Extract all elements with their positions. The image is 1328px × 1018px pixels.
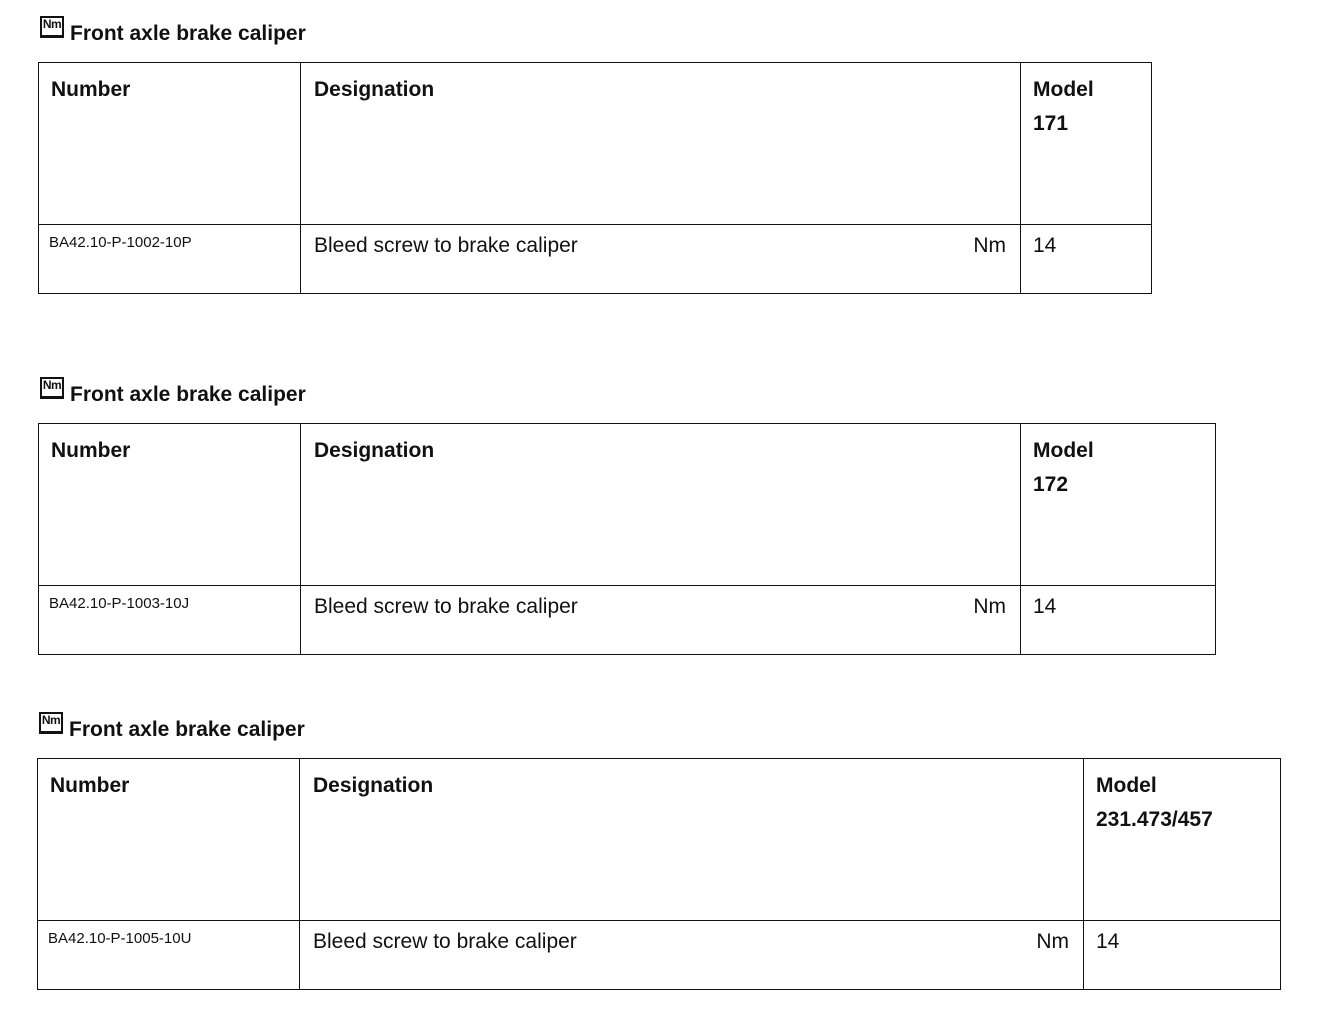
table-row (39, 586, 1216, 655)
section-title (40, 17, 306, 45)
spec-number-cell (39, 225, 301, 294)
torque-nm-icon: Nm (40, 16, 64, 38)
model-value: 171 (1033, 112, 1069, 135)
section-heading: Front axle brake caliper (70, 383, 306, 406)
value-cell (1021, 586, 1216, 655)
section-heading: Front axle brake caliper (69, 718, 305, 741)
table-header-row (38, 759, 1281, 921)
model-label: Model (1096, 774, 1157, 797)
model-label: Model (1033, 78, 1094, 101)
header-designation: Designation (301, 63, 1021, 225)
model-value: 172 (1033, 473, 1069, 496)
header-number: Number (38, 759, 300, 921)
designation-text: Bleed screw to brake caliper (313, 930, 577, 953)
section-heading: Front axle brake caliper (70, 22, 306, 45)
table-row (39, 225, 1152, 294)
header-model (1021, 63, 1152, 225)
value-cell (1084, 921, 1281, 990)
torque-value: 14 (1033, 234, 1057, 257)
designation-text: Bleed screw to brake caliper (314, 595, 578, 618)
spec-number-cell (39, 586, 301, 655)
unit-label: Nm (973, 234, 1006, 257)
designation-cell (301, 225, 1021, 294)
spec-number: BA42.10-P-1002-10P (49, 234, 192, 251)
torque-value: 14 (1096, 930, 1120, 953)
header-model (1021, 424, 1216, 586)
section-title (40, 378, 306, 406)
value-cell (1021, 225, 1152, 294)
table-header-row (39, 63, 1152, 225)
torque-nm-icon: Nm (40, 377, 64, 399)
designation-cell (300, 921, 1084, 990)
model-value: 231.473/457 (1096, 808, 1213, 831)
header-designation: Designation (300, 759, 1084, 921)
torque-spec-table (38, 62, 1152, 294)
header-model (1084, 759, 1281, 921)
torque-value: 14 (1033, 595, 1057, 618)
header-designation: Designation (301, 424, 1021, 586)
torque-spec-table (38, 423, 1216, 655)
model-label: Model (1033, 439, 1094, 462)
header-number: Number (39, 63, 301, 225)
table-row (38, 921, 1281, 990)
torque-nm-icon: Nm (39, 712, 63, 734)
designation-cell (301, 586, 1021, 655)
torque-spec-table (37, 758, 1281, 990)
table-header-row (39, 424, 1216, 586)
designation-text: Bleed screw to brake caliper (314, 234, 578, 257)
unit-label: Nm (1036, 930, 1069, 953)
header-number: Number (39, 424, 301, 586)
spec-number: BA42.10-P-1003-10J (49, 595, 190, 612)
unit-label: Nm (973, 595, 1006, 618)
spec-number: BA42.10-P-1005-10U (48, 930, 192, 947)
section-title (39, 713, 305, 741)
spec-number-cell (38, 921, 300, 990)
